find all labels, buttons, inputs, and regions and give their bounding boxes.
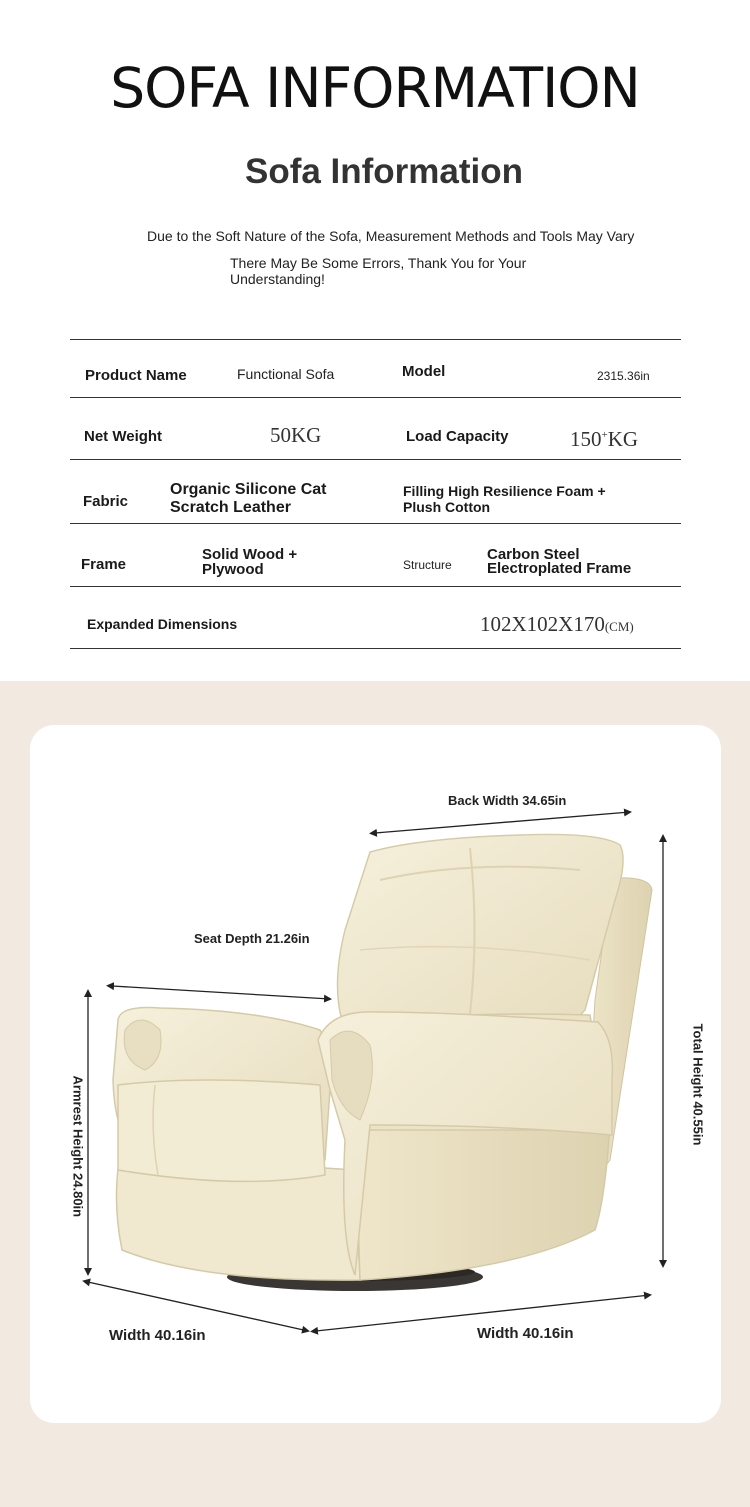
load-capacity-unit: KG <box>607 427 639 451</box>
expanded-dimensions-unit: (CM) <box>604 619 634 634</box>
measurement-note-line1: Due to the Soft Nature of the Sofa, Measurement Methods and Tools May Vary <box>147 228 635 244</box>
filling-value-line1: Filling High Resilience Foam + <box>403 483 606 499</box>
expanded-dimensions-label: Expanded Dimensions <box>87 616 238 632</box>
product-name-label: Product Name <box>85 367 187 384</box>
net-weight-value: 50KG <box>270 423 322 447</box>
load-capacity-label: Load Capacity <box>406 428 509 445</box>
fabric-label: Fabric <box>83 493 129 510</box>
model-label: Model <box>402 363 446 380</box>
section-subtitle: Sofa Information <box>244 152 524 191</box>
measurement-note-line2: There May Be Some Errors, Thank You for Your Understanding! <box>230 255 527 287</box>
page-title: SOFA INFORMATION <box>110 56 640 120</box>
load-capacity-number: 150 <box>570 427 602 451</box>
frame-label: Frame <box>81 556 127 573</box>
structure-value-line2: Electroplated Frame <box>487 560 632 577</box>
front-panel <box>118 1080 325 1181</box>
seat-depth-label: Seat Depth 21.26in <box>194 931 310 946</box>
structure-value-line1: Carbon Steel <box>487 546 580 563</box>
fabric-value-line1: Organic Silicone Cat <box>170 481 327 498</box>
filling-value-line2: Plush Cotton <box>403 499 491 515</box>
armrest-height-label: Armrest Height 24.80in <box>70 1075 86 1218</box>
expanded-dimensions-number: 102X102X170 <box>480 612 605 636</box>
width-left-arrow <box>88 1282 308 1331</box>
back-width-label: Back Width 34.65in <box>448 793 567 808</box>
frame-value-line1: Solid Wood + <box>202 546 298 563</box>
net-weight-label: Net Weight <box>84 428 163 445</box>
model-value: 2315.36in <box>597 369 650 383</box>
back-width-arrow <box>375 812 630 833</box>
frame-value-line2: Plywood <box>202 561 264 578</box>
width-right-label: Width 40.16in <box>477 1325 574 1342</box>
width-left-label: Width 40.16in <box>109 1327 206 1344</box>
total-height-label: Total Height 40.55in <box>690 1023 706 1146</box>
fabric-value-line2: Scratch Leather <box>170 499 291 516</box>
structure-label: Structure <box>403 558 452 572</box>
backrest <box>338 834 624 1035</box>
product-name-value: Functional Sofa <box>237 366 335 382</box>
seat-depth-arrow <box>112 986 330 999</box>
load-capacity-plus: + <box>601 429 608 441</box>
